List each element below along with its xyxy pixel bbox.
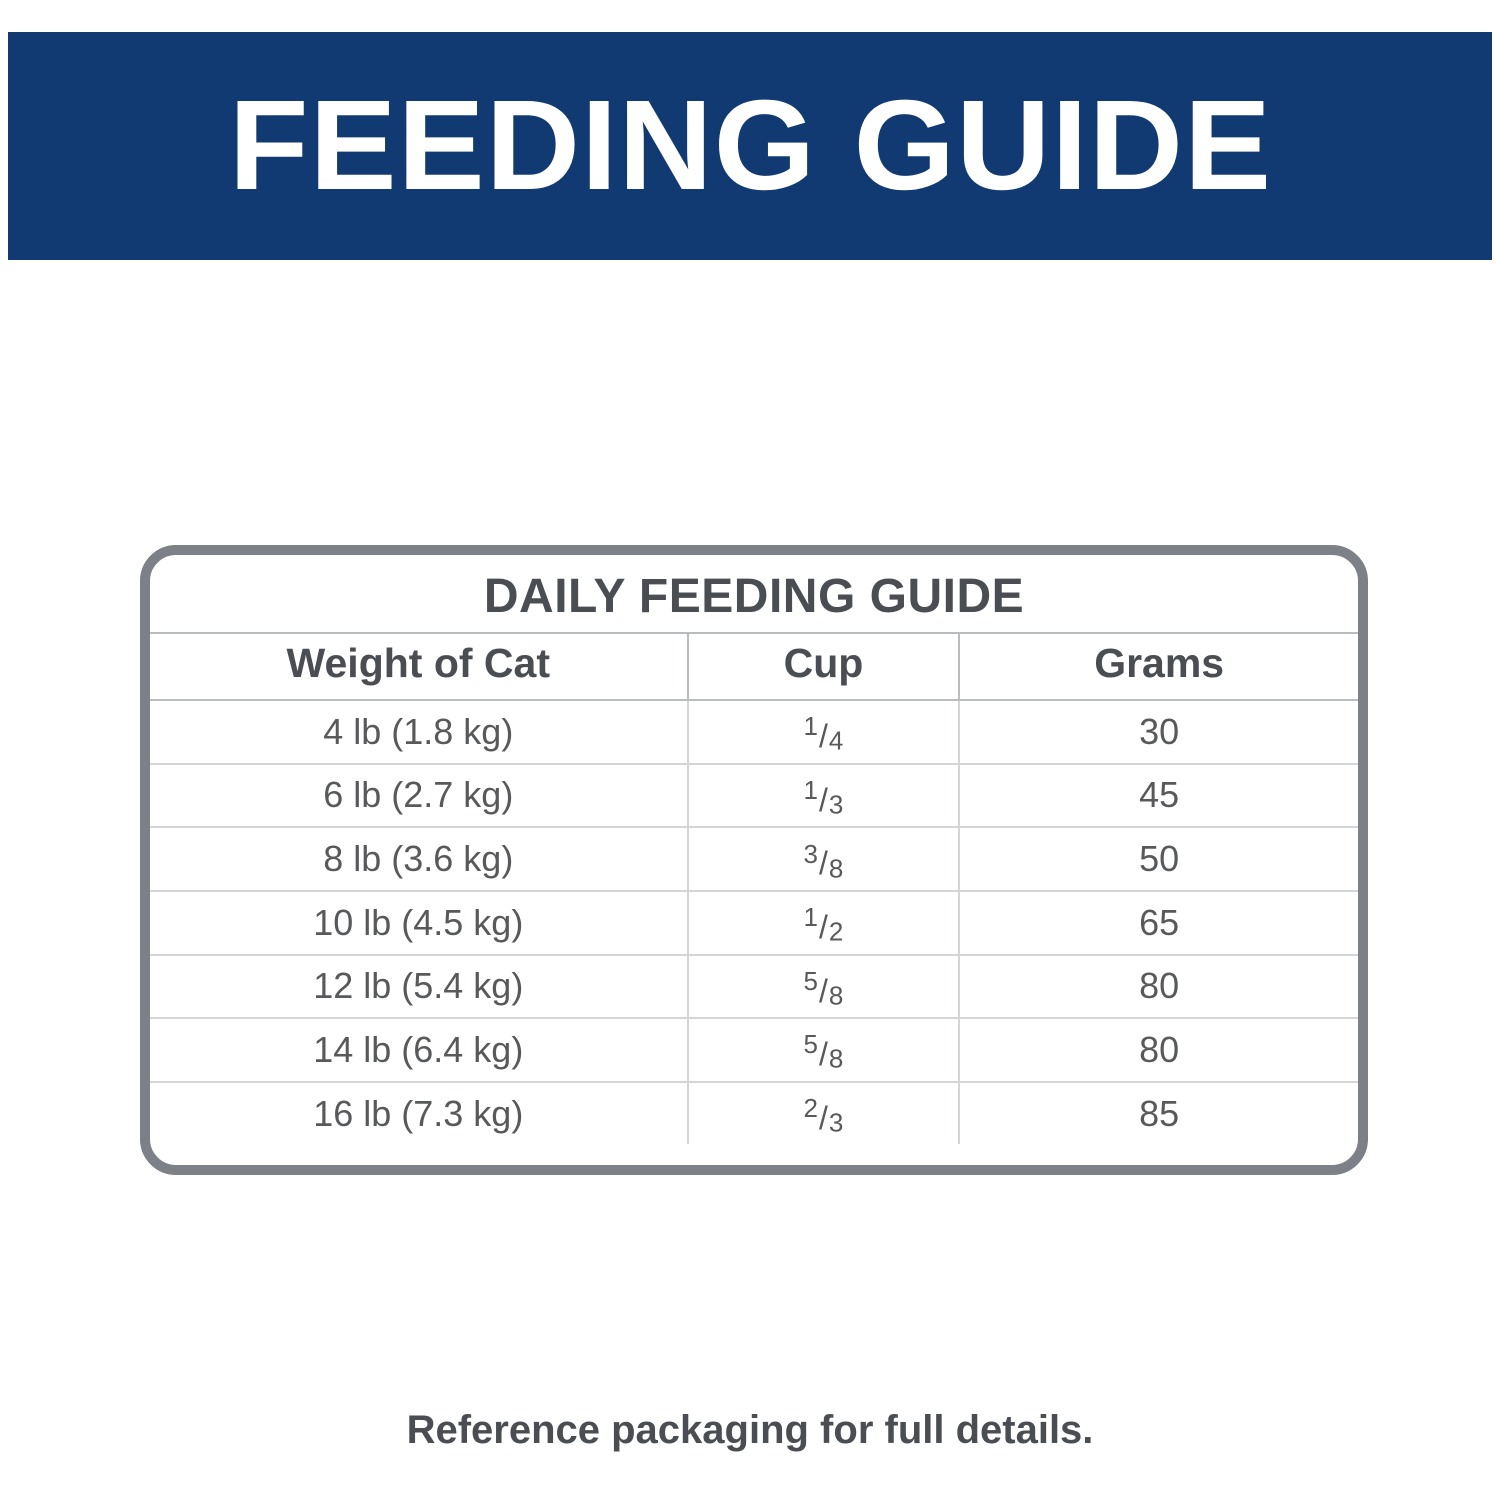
table-header (150, 633, 1358, 700)
cell-grams: 50 (959, 827, 1358, 891)
table-row (150, 955, 1358, 1019)
fraction-denominator: 3 (828, 789, 844, 820)
fraction-denominator: 4 (828, 725, 844, 756)
cell-cup: $^1$/4 (688, 700, 960, 764)
cell-cup: $^5$/8 (688, 955, 960, 1019)
cell-grams: 45 (959, 764, 1358, 828)
cell-grams: 80 (959, 1018, 1358, 1082)
fraction-numerator: 2 (803, 1093, 818, 1124)
table-row (150, 891, 1358, 955)
page-title: FEEDING GUIDE (228, 74, 1272, 217)
fraction-numerator: 1 (803, 711, 818, 742)
fraction-numerator: 3 (803, 838, 818, 869)
cell-grams: 80 (959, 955, 1358, 1019)
table-header-row (150, 633, 1358, 700)
cell-weight: 14 lb (6.4 kg) (150, 1018, 688, 1082)
cell-weight: 4 lb (1.8 kg) (150, 700, 688, 764)
fraction-numerator: 1 (803, 774, 818, 805)
cell-weight: 12 lb (5.4 kg) (150, 955, 688, 1019)
fraction-denominator: 3 (828, 1107, 844, 1138)
table-row (150, 827, 1358, 891)
column-header-grams: Grams (959, 633, 1358, 700)
fraction-denominator: 8 (828, 1043, 844, 1074)
daily-feeding-guide-card (140, 545, 1368, 1175)
cell-cup: $^1$/2 (688, 891, 960, 955)
table-row (150, 1082, 1358, 1145)
cell-grams: 85 (959, 1082, 1358, 1145)
cell-cup: $^3$/8 (688, 827, 960, 891)
fraction-numerator: 5 (803, 1029, 818, 1060)
cell-weight: 10 lb (4.5 kg) (150, 891, 688, 955)
cell-cup: $^2$/3 (688, 1082, 960, 1145)
footnote-text: Reference packaging for full details. (406, 1408, 1094, 1452)
feeding-guide-banner (8, 32, 1492, 260)
fraction-denominator: 2 (828, 916, 844, 947)
table-row (150, 764, 1358, 828)
cell-weight: 6 lb (2.7 kg) (150, 764, 688, 828)
cell-cup: $^5$/8 (688, 1018, 960, 1082)
cell-weight: 8 lb (3.6 kg) (150, 827, 688, 891)
table-body (150, 700, 1358, 1144)
column-header-weight: Weight of Cat (150, 633, 688, 700)
fraction-numerator: 5 (803, 965, 818, 996)
table-row (150, 1018, 1358, 1082)
cell-cup: $^1$/3 (688, 764, 960, 828)
fraction-denominator: 8 (828, 980, 844, 1011)
cell-grams: 65 (959, 891, 1358, 955)
table-row (150, 700, 1358, 764)
cell-grams: 30 (959, 700, 1358, 764)
cell-weight: 16 lb (7.3 kg) (313, 1092, 524, 1134)
fraction-denominator: 8 (828, 852, 844, 883)
fraction-numerator: 1 (803, 902, 818, 933)
feeding-table (150, 632, 1358, 1144)
table-title: DAILY FEEDING GUIDE (483, 570, 1025, 623)
column-header-cup: Cup (688, 633, 960, 700)
